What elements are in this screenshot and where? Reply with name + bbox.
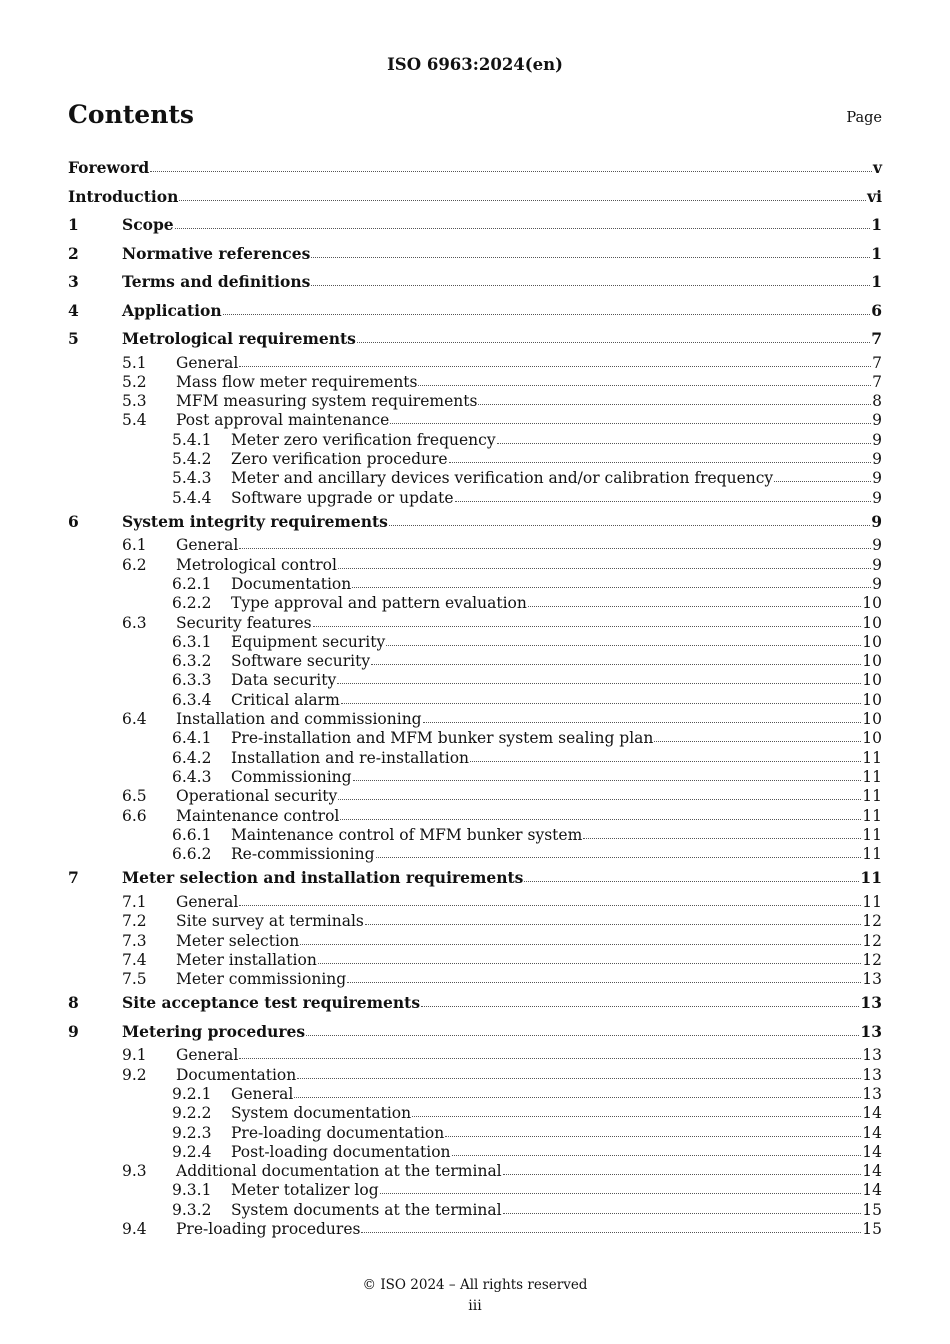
dot-leader — [503, 1174, 862, 1175]
toc-entry-page: 10 — [862, 690, 882, 709]
toc-entry-page: 14 — [862, 1123, 882, 1142]
toc-entry-page: 9 — [872, 411, 882, 430]
toc-entry-number: 6.6.1 — [172, 825, 212, 844]
dot-leader — [389, 525, 870, 526]
toc-entry[interactable] — [68, 652, 882, 671]
page-column-label: Page — [846, 110, 882, 126]
toc-entry-page: 11 — [862, 892, 882, 911]
toc-entry-number: 6.2.1 — [172, 574, 212, 593]
toc-entry-title: Pre-installation and MFM bunker system sealing plan — [231, 729, 654, 748]
toc-entry-title: General — [176, 536, 239, 555]
toc-entry[interactable] — [68, 787, 882, 806]
dot-leader — [347, 982, 861, 983]
toc-entry-page: 13 — [862, 970, 882, 989]
toc-entry-page: 12 — [862, 950, 882, 969]
toc-entry[interactable] — [68, 912, 882, 931]
toc-entry-page: v — [872, 158, 882, 177]
toc-entry-title: General — [176, 892, 239, 911]
toc-entry-title: Installation and commissioning — [176, 710, 422, 729]
dot-leader — [150, 171, 872, 172]
toc-entry-page: 13 — [862, 1046, 882, 1065]
toc-entry-number: 7.1 — [122, 892, 147, 911]
toc-entry-number: 6.3.3 — [172, 671, 212, 690]
toc-entry[interactable] — [68, 614, 882, 633]
toc-entry-number: 6.3.1 — [172, 632, 212, 651]
toc-entry[interactable] — [68, 729, 882, 748]
toc-entry[interactable] — [68, 768, 882, 787]
toc-entry-number: 1 — [68, 215, 79, 234]
toc-entry-number: 5.2 — [122, 372, 147, 391]
toc-entry-number: 2 — [68, 243, 79, 263]
toc-entry-title: Meter commissioning — [176, 970, 347, 989]
dot-leader — [352, 587, 871, 588]
toc-entry[interactable] — [68, 826, 882, 845]
toc-entry-page: 12 — [862, 912, 882, 931]
dot-leader — [239, 905, 861, 906]
toc-entry-title: Data security — [231, 671, 337, 690]
dot-leader — [455, 501, 872, 502]
toc-entry-page: 9 — [872, 488, 882, 507]
dot-leader — [357, 342, 870, 343]
toc-entry-number: 5.4.1 — [172, 430, 212, 449]
toc-entry-number: 5 — [68, 329, 79, 348]
page-title: Contents — [68, 100, 195, 129]
toc-entry-page: 1 — [871, 243, 882, 263]
toc-entry-number: 5.4.4 — [172, 488, 212, 507]
toc-entry-number: 6.1 — [122, 536, 147, 555]
dot-leader — [497, 443, 872, 444]
toc-entry-number: 6 — [68, 511, 79, 531]
dot-leader — [386, 645, 861, 646]
dot-leader — [423, 722, 862, 723]
toc-entry-number: 6.3.2 — [172, 652, 212, 671]
toc-entry-number: 6.2 — [122, 555, 147, 574]
toc-entry[interactable] — [68, 951, 882, 970]
toc-entry-page: 7 — [872, 353, 882, 372]
toc-entry-page: 10 — [862, 632, 882, 651]
dot-leader — [390, 423, 871, 424]
toc-entry[interactable] — [68, 749, 882, 768]
dot-leader — [239, 366, 871, 367]
toc-entry-number: 9 — [68, 1021, 79, 1041]
toc-entry[interactable] — [68, 671, 882, 690]
toc-entry-title: Metrological control — [176, 555, 337, 574]
toc-entry-page: 7 — [871, 329, 882, 348]
toc-entry[interactable] — [68, 431, 882, 450]
toc-entry-number: 5.4 — [122, 411, 147, 430]
toc-entry[interactable] — [68, 1201, 882, 1220]
dot-leader — [311, 285, 870, 286]
toc-entry-title: Application — [122, 300, 222, 320]
dot-leader — [774, 481, 871, 482]
toc-entry-number: 8 — [68, 993, 79, 1013]
toc-entry-page: 9 — [872, 555, 882, 574]
toc-entry-title: Metrological requirements — [122, 329, 356, 348]
toc-entry[interactable] — [68, 710, 882, 729]
dot-leader — [306, 1035, 859, 1036]
toc-entry-title: Post approval maintenance — [176, 411, 390, 430]
toc-entry[interactable] — [68, 489, 882, 508]
toc-entry-title: Critical alarm — [231, 690, 340, 709]
dot-leader — [313, 626, 862, 627]
toc-entry-number: 6.4.2 — [172, 748, 212, 767]
toc-entry-page: 9 — [872, 469, 882, 488]
dot-leader — [421, 1006, 859, 1007]
toc-entry-number: 6.6 — [122, 806, 147, 825]
toc-entry-title: Post-loading documentation — [231, 1142, 451, 1161]
toc-entry-title: Introduction — [68, 186, 179, 206]
toc-entry[interactable] — [68, 469, 882, 488]
toc-entry-number: 5.1 — [122, 353, 147, 372]
toc-entry-page: 9 — [872, 430, 882, 449]
dot-leader — [340, 819, 861, 820]
toc-entry-number: 7.4 — [122, 950, 147, 969]
toc-entry-page: 1 — [871, 215, 882, 234]
toc-entry-title: System documentation — [231, 1104, 412, 1123]
toc-entry-page: 13 — [862, 1065, 882, 1084]
toc-entry-page: 11 — [862, 825, 882, 844]
dot-leader — [654, 741, 861, 742]
dot-leader — [418, 385, 871, 386]
toc-entry-title: Meter installation — [176, 950, 317, 969]
toc-entry-title: Re-commissioning — [231, 845, 375, 864]
toc-entry-title: System documents at the terminal — [231, 1200, 502, 1219]
toc-entry-number: 3 — [68, 272, 79, 291]
toc-entry-title: Mass flow meter requirements — [176, 372, 418, 391]
toc-entry-page: 9 — [872, 536, 882, 555]
toc-entry-title: Pre-loading procedures — [176, 1220, 361, 1239]
dot-leader — [338, 568, 871, 569]
toc-entry-page: 7 — [872, 372, 882, 391]
dot-leader — [376, 857, 862, 858]
toc-entry[interactable] — [68, 970, 882, 989]
dot-leader — [445, 1136, 861, 1137]
toc-entry-number: 9.2.4 — [172, 1142, 212, 1161]
toc-entry-title: Meter selection and installation requirements — [122, 868, 524, 888]
toc-entry[interactable] — [68, 1124, 882, 1143]
toc-entry-title: Zero verification procedure — [231, 449, 448, 468]
toc-entry[interactable] — [68, 154, 882, 183]
toc-entry[interactable] — [68, 807, 882, 826]
toc-entry-page: 9 — [872, 449, 882, 468]
toc-entry-page: 13 — [860, 1021, 882, 1041]
dot-leader — [311, 257, 870, 258]
toc-entry[interactable] — [68, 508, 882, 537]
toc-entry-number: 6.6.2 — [172, 845, 212, 864]
dot-leader — [470, 761, 861, 762]
toc-entry-title: Terms and definitions — [122, 272, 311, 291]
document-id-header: ISO 6963:2024(en) — [387, 55, 563, 74]
dot-leader — [371, 664, 861, 665]
dot-leader — [412, 1116, 861, 1117]
toc-entry-number: 6.3 — [122, 613, 147, 632]
toc-entry-page: 9 — [872, 574, 882, 593]
dot-leader — [361, 1232, 861, 1233]
toc-entry[interactable] — [68, 845, 882, 864]
dot-leader — [503, 1213, 862, 1214]
toc-entry-page: 11 — [862, 748, 882, 767]
toc-entry-page: 11 — [860, 868, 882, 888]
toc-entry-page: 12 — [862, 931, 882, 950]
toc-entry[interactable] — [68, 1143, 882, 1162]
toc-entry[interactable] — [68, 691, 882, 710]
dot-leader — [239, 548, 871, 549]
toc-entry-number: 6.4.3 — [172, 767, 212, 786]
toc-entry-page: 11 — [862, 767, 882, 786]
toc-entry-title: Equipment security — [231, 632, 386, 651]
dot-leader — [341, 703, 862, 704]
toc-entry[interactable] — [68, 1181, 882, 1200]
toc-entry-title: Meter and ancillary devices verification and/or calibration frequency — [231, 469, 774, 488]
toc-entry-title: Scope — [122, 215, 174, 234]
toc-entry-title: Software security — [231, 652, 371, 671]
dot-leader — [583, 838, 861, 839]
toc-entry[interactable] — [68, 594, 882, 613]
toc-entry-number: 6.3.4 — [172, 690, 212, 709]
toc-entry[interactable] — [68, 240, 882, 269]
toc-entry-page: 15 — [862, 1200, 882, 1219]
toc-entry-title: Meter selection — [176, 931, 300, 950]
toc-entry-title: Type approval and pattern evaluation — [231, 594, 527, 613]
toc-entry-number: 9.2.3 — [172, 1123, 212, 1142]
toc-entry-number: 6.4.1 — [172, 729, 212, 748]
toc-entry[interactable] — [68, 1046, 882, 1065]
dot-leader — [223, 314, 871, 315]
toc-entry-page: 11 — [862, 806, 882, 825]
toc-entry-title: Operational security — [176, 787, 338, 806]
toc-entry-title: Commissioning — [231, 767, 352, 786]
toc-entry-title: System integrity requirements — [122, 511, 388, 531]
toc-entry-page: 10 — [862, 729, 882, 748]
copyright-footer: © ISO 2024 – All rights reserved — [362, 1277, 588, 1293]
toc-entry[interactable] — [68, 1018, 882, 1047]
toc-entry-number: 5.3 — [122, 392, 147, 411]
toc-entry[interactable] — [68, 268, 882, 297]
toc-entry-title: General — [176, 1046, 239, 1065]
toc-entry[interactable] — [68, 633, 882, 652]
toc-entry-number: 7 — [68, 868, 79, 888]
toc-entry[interactable] — [68, 354, 882, 373]
toc-entry-page: 8 — [872, 392, 882, 411]
toc-entry-title: Meter totalizer log — [231, 1181, 379, 1200]
toc-entry-page: 13 — [862, 1085, 882, 1103]
table-of-contents — [68, 154, 882, 1239]
toc-entry-title: General — [176, 353, 239, 372]
page-number: iii — [468, 1298, 482, 1314]
dot-leader — [524, 881, 859, 882]
toc-entry-title: Normative references — [122, 243, 311, 263]
dot-leader — [478, 404, 871, 405]
toc-entry-number: 7.5 — [122, 970, 147, 989]
dot-leader — [300, 944, 861, 945]
toc-entry-page: 11 — [862, 845, 882, 864]
toc-entry[interactable] — [68, 392, 882, 411]
toc-entry-number: 5.4.3 — [172, 469, 212, 488]
dot-leader — [452, 1155, 862, 1156]
toc-entry-number: 9.2 — [122, 1065, 147, 1084]
toc-entry-title: Maintenance control — [176, 806, 340, 825]
toc-entry[interactable] — [68, 932, 882, 951]
dot-leader — [528, 606, 861, 607]
toc-entry-page: 10 — [862, 710, 882, 729]
toc-entry-number: 9.3 — [122, 1162, 147, 1181]
toc-entry[interactable] — [68, 575, 882, 594]
toc-entry-page: 11 — [862, 787, 882, 806]
toc-entry[interactable] — [68, 989, 882, 1018]
toc-entry-page: 6 — [871, 300, 882, 320]
toc-entry[interactable] — [68, 893, 882, 912]
toc-entry-number: 9.3.2 — [172, 1200, 212, 1219]
toc-entry-page: 14 — [862, 1181, 882, 1200]
toc-entry-number: 6.4 — [122, 710, 147, 729]
toc-entry-title: Documentation — [176, 1065, 297, 1084]
dot-leader — [380, 1193, 862, 1194]
toc-entry-number: 7.3 — [122, 931, 147, 950]
toc-entry-page: 1 — [871, 272, 882, 291]
toc-entry-page: 10 — [862, 613, 882, 632]
dot-leader — [337, 683, 861, 684]
toc-entry-title: General — [231, 1085, 294, 1103]
toc-entry-title: Additional documentation at the terminal — [176, 1162, 502, 1181]
dot-leader — [353, 780, 862, 781]
dot-leader — [175, 228, 871, 229]
toc-entry-page: 10 — [862, 652, 882, 671]
toc-entry[interactable] — [68, 325, 882, 354]
dot-leader — [318, 963, 861, 964]
toc-entry-title: Metering procedures — [122, 1021, 306, 1041]
toc-entry-number: 7.2 — [122, 912, 147, 931]
dot-leader — [239, 1058, 861, 1059]
toc-entry-title: Meter zero verification frequency — [231, 430, 496, 449]
toc-entry[interactable] — [68, 1220, 882, 1239]
toc-entry-title: Foreword — [68, 158, 150, 177]
toc-entry-number: 4 — [68, 300, 79, 320]
toc-entry[interactable] — [68, 1085, 882, 1104]
toc-entry-title: Software upgrade or update — [231, 488, 454, 507]
toc-entry-page: 10 — [862, 671, 882, 690]
toc-entry-title: Installation and re-installation — [231, 748, 470, 767]
toc-entry-title: Site survey at terminals — [176, 912, 364, 931]
toc-entry[interactable] — [68, 1162, 882, 1181]
toc-entry-page: 14 — [862, 1162, 882, 1181]
toc-entry[interactable] — [68, 1066, 882, 1085]
toc-entry-page: 14 — [862, 1104, 882, 1123]
toc-entry[interactable] — [68, 373, 882, 392]
toc-entry-number: 5.4.2 — [172, 449, 212, 468]
dot-leader — [338, 799, 861, 800]
toc-entry[interactable] — [68, 297, 882, 326]
toc-entry[interactable] — [68, 1104, 882, 1123]
toc-entry-number: 6.2.2 — [172, 594, 212, 613]
toc-entry-number: 9.2.2 — [172, 1104, 212, 1123]
toc-entry[interactable] — [68, 556, 882, 575]
toc-entry-page: 15 — [862, 1220, 882, 1239]
dot-leader — [365, 924, 861, 925]
toc-entry-page: 10 — [862, 594, 882, 613]
toc-entry-title: Security features — [176, 613, 312, 632]
toc-entry-page: vi — [867, 186, 882, 206]
dot-leader — [449, 462, 872, 463]
toc-entry-number: 9.3.1 — [172, 1181, 212, 1200]
toc-entry-page: 14 — [862, 1142, 882, 1161]
dot-leader — [297, 1078, 861, 1079]
dot-leader — [294, 1097, 861, 1098]
toc-entry[interactable] — [68, 536, 882, 555]
toc-entry-number: 9.4 — [122, 1220, 147, 1239]
toc-entry[interactable] — [68, 450, 882, 469]
toc-entry[interactable] — [68, 411, 882, 430]
toc-entry-page: 13 — [860, 993, 882, 1013]
toc-entry-title: Documentation — [231, 574, 352, 593]
toc-entry-title: Site acceptance test requirements — [122, 993, 421, 1013]
toc-entry[interactable] — [68, 864, 882, 893]
toc-entry-number: 9.2.1 — [172, 1085, 212, 1103]
dot-leader — [179, 200, 866, 201]
toc-entry-number: 6.5 — [122, 787, 147, 806]
toc-entry-title: MFM measuring system requirements — [176, 392, 478, 411]
toc-entry-page: 9 — [871, 511, 882, 531]
toc-entry-title: Maintenance control of MFM bunker system — [231, 825, 583, 844]
toc-entry-number: 9.1 — [122, 1046, 147, 1065]
toc-entry-title: Pre-loading documentation — [231, 1123, 445, 1142]
toc-entry[interactable] — [68, 211, 882, 240]
toc-entry[interactable] — [68, 183, 882, 212]
